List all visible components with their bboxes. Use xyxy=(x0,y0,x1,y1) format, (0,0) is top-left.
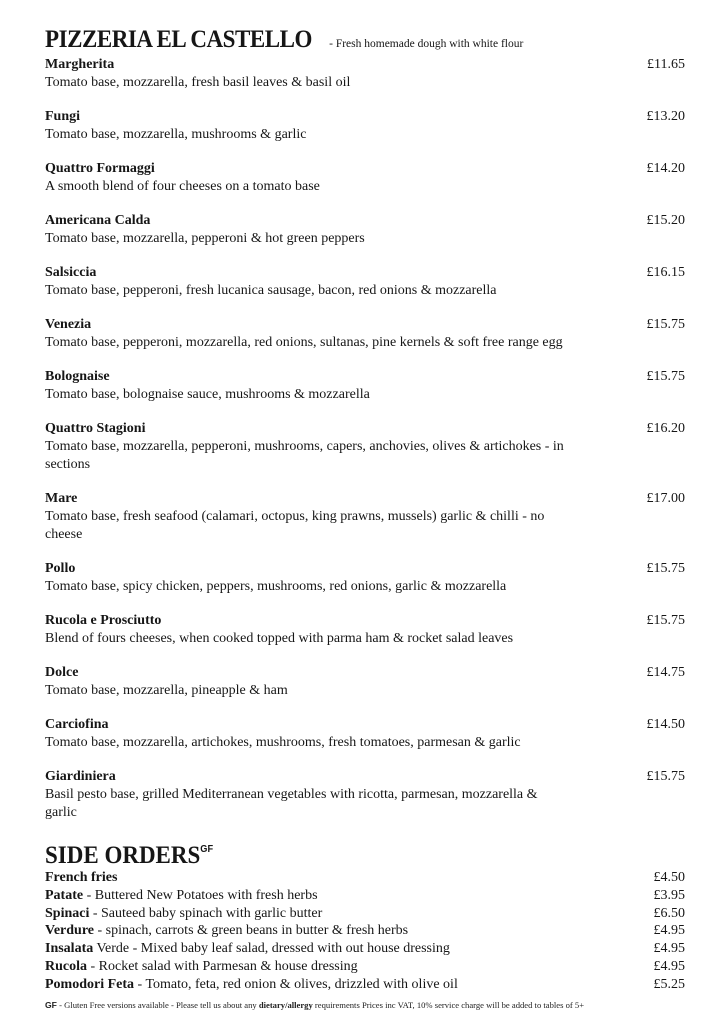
pizza-name: Quattro Formaggi xyxy=(45,161,155,176)
pizza-price: £15.75 xyxy=(646,317,685,332)
pizza-price: £17.00 xyxy=(646,491,685,506)
pizza-price: £11.65 xyxy=(647,57,685,72)
pizza-name: Fungi xyxy=(45,109,81,124)
pizza-item xyxy=(45,56,685,92)
side-orders-heading xyxy=(45,842,213,870)
side-description: - Tomato, feta, red onion & olives, drizzled with olive oil xyxy=(134,976,458,992)
side-price: £3.95 xyxy=(653,887,685,903)
side-name: French fries xyxy=(45,870,118,885)
side-price: £4.95 xyxy=(653,923,685,939)
footer-bold: dietary/allergy xyxy=(258,1000,313,1010)
footer-text: - Gluten Free versions available - Please tell us about any xyxy=(56,1000,259,1010)
pizza-price: £14.20 xyxy=(646,161,685,176)
pizza-description: Tomato base, spicy chicken, peppers, mushrooms, red onions, garlic & mozzarella xyxy=(45,579,507,594)
pizza-item xyxy=(45,316,685,352)
pizza-item xyxy=(45,264,685,300)
pizza-name: Venezia xyxy=(45,317,92,332)
pizza-item xyxy=(45,160,685,196)
pizza-price: £15.20 xyxy=(646,213,685,228)
pizza-description: Tomato base, fresh seafood (calamari, octopus, king prawns, mussels) garlic & chilli - no cheese xyxy=(45,509,545,542)
pizza-item xyxy=(45,108,685,144)
pizza-description: Tomato base, mozzarella, artichokes, mushrooms, fresh tomatoes, parmesan & garlic xyxy=(45,735,521,750)
pizza-price: £15.75 xyxy=(646,769,685,784)
pizza-price: £15.75 xyxy=(646,561,685,576)
side-item xyxy=(45,958,685,976)
pizza-price: £15.75 xyxy=(646,369,685,384)
pizza-item xyxy=(45,664,685,700)
side-description: - spinach, carrots & green beans in butter & fresh herbs xyxy=(94,923,409,939)
pizza-price: £14.75 xyxy=(646,665,685,680)
pizza-name: Bolognaise xyxy=(45,369,110,384)
pizza-description: Tomato base, pepperoni, fresh lucanica sausage, bacon, red onions & mozzarella xyxy=(45,283,497,298)
pizza-name: Quattro Stagioni xyxy=(45,421,146,436)
restaurant-title: PIZZERIA EL CASTELLO xyxy=(45,26,312,53)
side-item xyxy=(45,869,685,887)
side-name: Patate xyxy=(45,887,84,903)
pizza-description: Tomato base, mozzarella, fresh basil leaves & basil oil xyxy=(45,75,351,90)
pizza-price: £14.50 xyxy=(646,717,685,732)
side-description: - Buttered New Potatoes with fresh herbs xyxy=(83,887,318,903)
pizza-item xyxy=(45,420,685,474)
side-orders-list xyxy=(45,869,685,994)
pizza-price: £13.20 xyxy=(646,109,685,124)
pizza-price: £15.75 xyxy=(646,613,685,628)
pizza-description: Tomato base, mozzarella, pepperoni, mushrooms, capers, anchovies, olives & artichokes - in sections xyxy=(45,439,564,472)
pizza-item xyxy=(45,560,685,596)
side-name: Insalata xyxy=(45,941,94,957)
pizza-description: Tomato base, mozzarella, mushrooms & garlic xyxy=(45,127,307,142)
side-orders-title: SIDE ORDERS xyxy=(45,842,201,869)
pizza-name: Salsiccia xyxy=(45,265,97,280)
pizza-name: Pollo xyxy=(45,561,76,576)
pizza-name: Margherita xyxy=(45,57,115,72)
pizza-price: £16.15 xyxy=(646,265,685,280)
pizza-name: Dolce xyxy=(45,665,79,680)
pizza-item xyxy=(45,368,685,404)
side-name: Verdure xyxy=(45,923,94,939)
side-name: Rucola xyxy=(45,958,87,974)
pizza-item xyxy=(45,612,685,648)
pizza-name: Rucola e Prosciutto xyxy=(45,613,162,628)
pizza-price: £16.20 xyxy=(646,421,685,436)
footer-note xyxy=(45,1000,584,1010)
side-price: £4.95 xyxy=(653,941,685,957)
side-description: Verde - Mixed baby leaf salad, dressed with out house dressing xyxy=(93,941,450,957)
side-item xyxy=(45,905,685,923)
pizza-name: Americana Calda xyxy=(45,213,151,228)
side-price: £4.50 xyxy=(653,870,685,885)
pizza-name: Giardiniera xyxy=(45,769,116,784)
pizza-description: Tomato base, mozzarella, pepperoni & hot green peppers xyxy=(45,231,365,246)
side-item xyxy=(45,922,685,940)
pizza-name: Mare xyxy=(45,491,78,506)
side-name: Pomodori Feta xyxy=(45,976,135,992)
pizza-description: A smooth blend of four cheeses on a tomato base xyxy=(45,179,320,194)
side-item xyxy=(45,887,685,905)
side-price: £5.25 xyxy=(653,976,685,992)
side-item xyxy=(45,976,685,994)
pizza-name: Carciofina xyxy=(45,717,109,732)
pizza-description: Tomato base, pepperoni, mozzarella, red onions, sultanas, pine kernels & soft free range egg xyxy=(45,335,563,350)
header-subtitle: - Fresh homemade dough with white flour xyxy=(329,38,524,50)
side-description: - Sauteed baby spinach with garlic butter xyxy=(89,905,323,921)
menu-header xyxy=(45,26,523,54)
pizza-item xyxy=(45,716,685,752)
pizza-description: Basil pesto base, grilled Mediterranean vegetables with ricotta, parmesan, mozzarella & garlic xyxy=(45,787,538,820)
side-description: - Rocket salad with Parmesan & house dressing xyxy=(87,958,358,974)
pizza-description: Tomato base, bolognaise sauce, mushrooms & mozzarella xyxy=(45,387,370,402)
side-name: Spinaci xyxy=(45,905,90,921)
footer-gf: GF xyxy=(45,1000,57,1010)
pizza-description: Tomato base, mozzarella, pineapple & ham xyxy=(45,683,288,698)
side-price: £4.95 xyxy=(653,958,685,974)
pizza-description: Blend of fours cheeses, when cooked topped with parma ham & rocket salad leaves xyxy=(45,631,514,646)
gf-badge: GF xyxy=(200,844,214,855)
side-item xyxy=(45,940,685,958)
pizza-list xyxy=(45,56,685,838)
pizza-item xyxy=(45,490,685,544)
side-price: £6.50 xyxy=(653,905,685,921)
pizza-item xyxy=(45,768,685,822)
pizza-item xyxy=(45,212,685,248)
footer-text-2: requirements Prices inc VAT, 10% service charge will be added to tables of 5+ xyxy=(312,1000,585,1010)
